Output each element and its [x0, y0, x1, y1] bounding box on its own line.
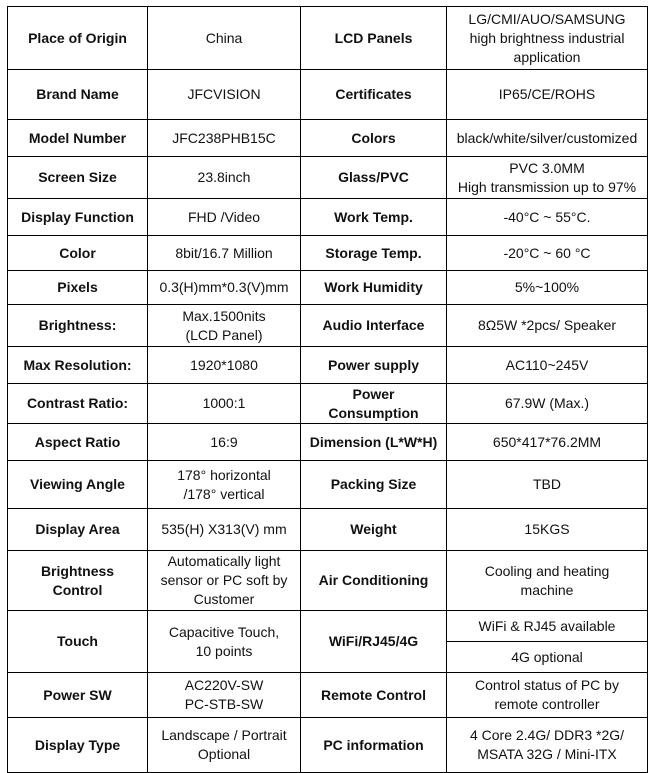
spec-label-model: Model Number: [8, 120, 148, 157]
table-row: [8, 673, 648, 718]
spec-table: [7, 6, 648, 773]
spec-value-wifi: WiFi & RJ45 available: [447, 611, 648, 642]
spec-value-origin: China: [148, 7, 301, 70]
spec-label-display-area: Display Area: [8, 509, 148, 551]
table-row: [8, 157, 648, 199]
spec-value-4g: 4G optional: [447, 642, 648, 673]
spec-label-work-temp: Work Temp.: [301, 199, 447, 236]
spec-label-contrast: Contrast Ratio:: [8, 384, 148, 424]
spec-label-brightness-control: Brightness Control: [8, 551, 148, 611]
spec-value-display-type: Landscape / Portrait Optional: [148, 718, 301, 773]
spec-label-screen-size: Screen Size: [8, 157, 148, 199]
spec-value-contrast: 1000:1: [148, 384, 301, 424]
spec-value-dimension: 650*417*76.2MM: [447, 424, 648, 461]
spec-value-power-consumption: 67.9W (Max.): [447, 384, 648, 424]
table-row: [8, 611, 648, 642]
spec-value-packing-size: TBD: [447, 461, 648, 509]
table-row: [8, 461, 648, 509]
spec-label-remote-control: Remote Control: [301, 673, 447, 718]
spec-label-certificates: Certificates: [301, 70, 447, 120]
table-row: [8, 718, 648, 773]
spec-value-brightness-control: Automatically light sensor or PC soft by Customer: [148, 551, 301, 611]
spec-value-model: JFC238PHB15C: [148, 120, 301, 157]
spec-value-power-supply: AC110~245V: [447, 347, 648, 384]
spec-label-touch: Touch: [8, 611, 148, 673]
spec-label-dimension: Dimension (L*W*H): [301, 424, 447, 461]
spec-value-air-conditioning: Cooling and heating machine: [447, 551, 648, 611]
spec-value-glass: PVC 3.0MM High transmission up to 97%: [447, 157, 648, 199]
spec-label-brand: Brand Name: [8, 70, 148, 120]
table-row: [8, 509, 648, 551]
spec-value-colors: black/white/silver/customized: [447, 120, 648, 157]
spec-value-brand: JFCVISION: [148, 70, 301, 120]
spec-value-storage-temp: -20°C ~ 60 °C: [447, 236, 648, 271]
table-row: [8, 347, 648, 384]
spec-label-display-type: Display Type: [8, 718, 148, 773]
spec-value-work-humidity: 5%~100%: [447, 271, 648, 305]
spec-label-viewing-angle: Viewing Angle: [8, 461, 148, 509]
spec-label-max-resolution: Max Resolution:: [8, 347, 148, 384]
spec-label-wifi: WiFi/RJ45/4G: [301, 611, 447, 673]
spec-value-display-function: FHD /Video: [148, 199, 301, 236]
spec-value-display-area: 535(H) X313(V) mm: [148, 509, 301, 551]
spec-label-pixels: Pixels: [8, 271, 148, 305]
spec-label-air-conditioning: Air Conditioning: [301, 551, 447, 611]
spec-label-aspect-ratio: Aspect Ratio: [8, 424, 148, 461]
spec-value-max-resolution: 1920*1080: [148, 347, 301, 384]
table-row: [8, 236, 648, 271]
spec-value-audio: 8Ω5W *2pcs/ Speaker: [447, 305, 648, 347]
table-row: [8, 120, 648, 157]
spec-label-power-sw: Power SW: [8, 673, 148, 718]
table-row: [8, 551, 648, 611]
spec-value-lcd-panels: LG/CMI/AUO/SAMSUNG high brightness industrial application: [447, 7, 648, 70]
spec-label-lcd-panels: LCD Panels: [301, 7, 447, 70]
spec-value-touch: Capacitive Touch, 10 points: [148, 611, 301, 673]
spec-label-weight: Weight: [301, 509, 447, 551]
spec-label-audio: Audio Interface: [301, 305, 447, 347]
table-row: [8, 199, 648, 236]
spec-value-certificates: IP65/CE/ROHS: [447, 70, 648, 120]
spec-value-weight: 15KGS: [447, 509, 648, 551]
spec-label-work-humidity: Work Humidity: [301, 271, 447, 305]
table-row: [8, 70, 648, 120]
spec-label-origin: Place of Origin: [8, 7, 148, 70]
spec-label-pc-information: PC information: [301, 718, 447, 773]
table-row: [8, 384, 648, 424]
table-row: [8, 305, 648, 347]
table-row: [8, 271, 648, 305]
spec-label-power-consumption: Power Consumption: [301, 384, 447, 424]
spec-label-storage-temp: Storage Temp.: [301, 236, 447, 271]
table-row: [8, 424, 648, 461]
spec-label-display-function: Display Function: [8, 199, 148, 236]
spec-value-brightness: Max.1500nits (LCD Panel): [148, 305, 301, 347]
spec-label-brightness: Brightness:: [8, 305, 148, 347]
spec-value-power-sw: AC220V-SW PC-STB-SW: [148, 673, 301, 718]
spec-value-aspect-ratio: 16:9: [148, 424, 301, 461]
spec-value-pixels: 0.3(H)mm*0.3(V)mm: [148, 271, 301, 305]
table-row: [8, 7, 648, 70]
spec-value-viewing-angle: 178° horizontal /178° vertical: [148, 461, 301, 509]
spec-label-glass: Glass/PVC: [301, 157, 447, 199]
spec-value-screen-size: 23.8inch: [148, 157, 301, 199]
spec-label-colors: Colors: [301, 120, 447, 157]
spec-label-color: Color: [8, 236, 148, 271]
spec-value-color: 8bit/16.7 Million: [148, 236, 301, 271]
spec-value-remote-control: Control status of PC by remote controller: [447, 673, 648, 718]
spec-label-power-supply: Power supply: [301, 347, 447, 384]
spec-value-work-temp: -40°C ~ 55°C.: [447, 199, 648, 236]
spec-value-pc-information: 4 Core 2.4G/ DDR3 *2G/ MSATA 32G / Mini-ITX: [447, 718, 648, 773]
spec-label-packing-size: Packing Size: [301, 461, 447, 509]
